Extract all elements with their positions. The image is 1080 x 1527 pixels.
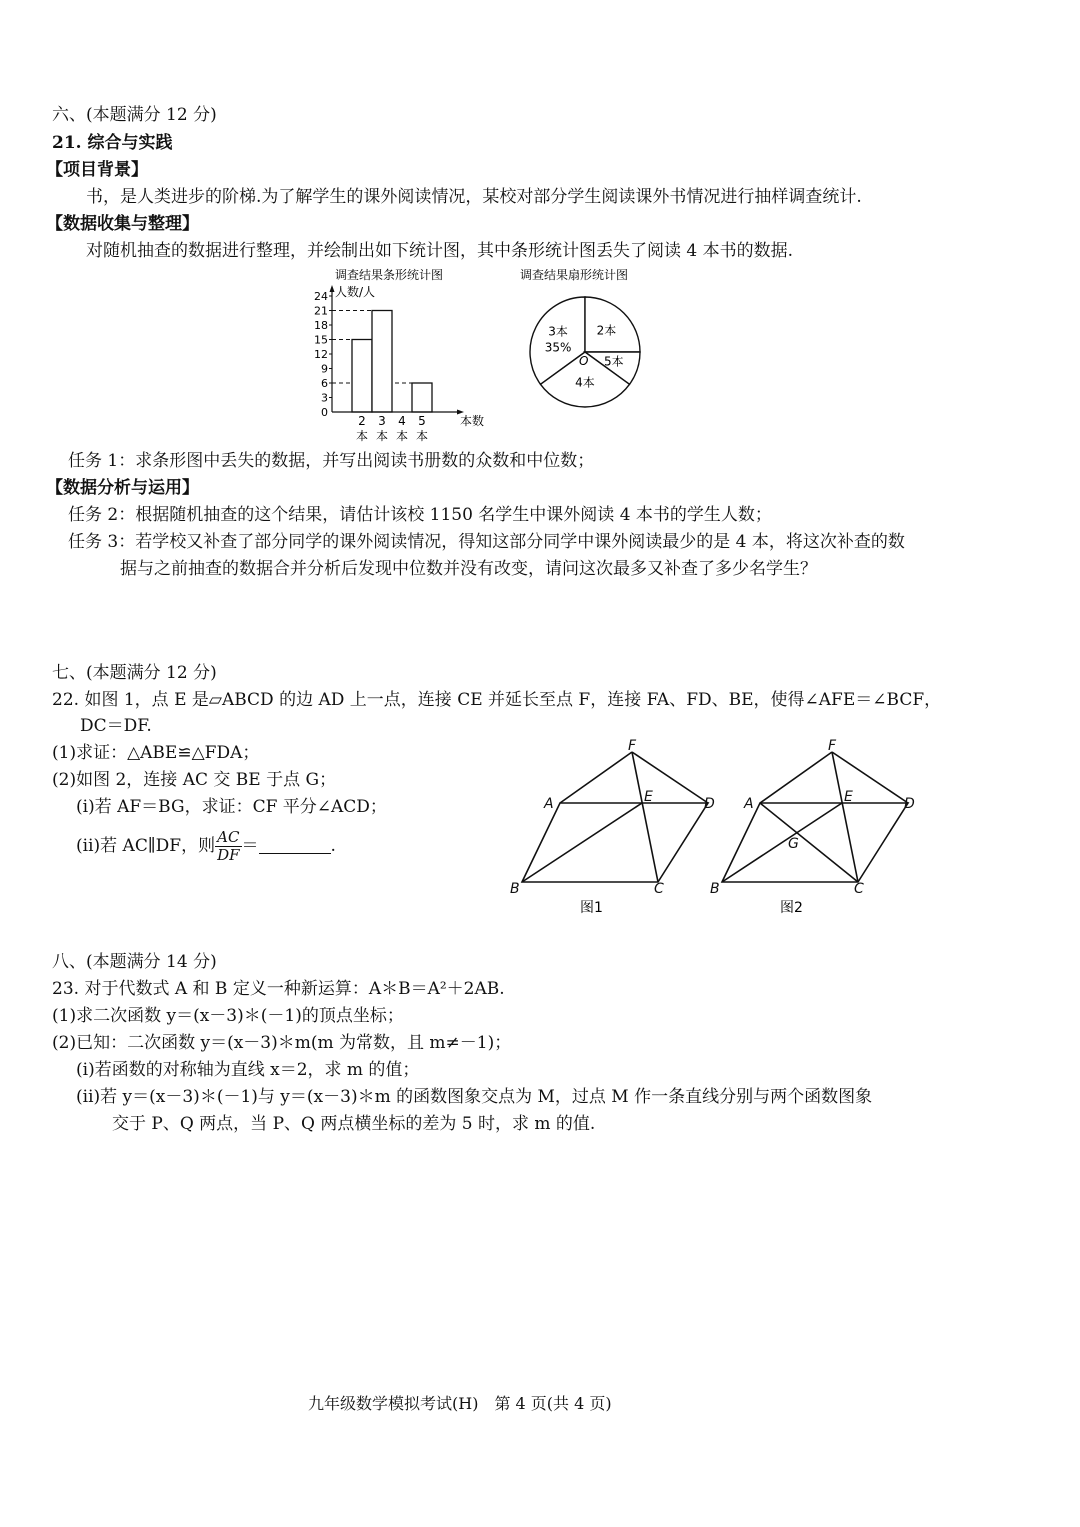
background-text: 书，是人类进步的阶梯.为了解学生的课外阅读情况，某校对部分学生阅读课外书情况进行抽样调查统计.	[86, 187, 862, 207]
page-footer: 九年级数学模拟考试(H) 第 4 页(共 4 页)	[308, 1394, 612, 1413]
bar-5本	[412, 383, 432, 412]
q22-part-1: (1)求证：△ABE≌△FDA；	[52, 743, 260, 763]
x-tick-unit: 本	[355, 429, 369, 443]
y-tick-label: 15	[314, 333, 328, 347]
y-tick-label: 21	[314, 304, 328, 318]
q22-part-2-ii-prefix: (ⅱ)若 AC∥DF，则	[76, 836, 216, 856]
figure-1-caption: 图1	[580, 900, 603, 916]
segment-fa	[760, 752, 832, 803]
segment-ac	[760, 803, 858, 882]
x-tick-unit: 本	[415, 429, 429, 443]
y-tick-label: 3	[321, 391, 328, 405]
answer-blank	[259, 839, 331, 854]
q22-part-2-ii-equals: ＝	[241, 836, 259, 856]
y-tick-label: 0	[321, 406, 328, 419]
question-23: 23. 对于代数式 A 和 B 定义一种新运算：A＊B＝A²＋2AB.	[52, 979, 505, 999]
question-21-title: 21. 综合与实践	[52, 133, 173, 153]
bar-2本	[352, 340, 372, 413]
segment-be	[722, 803, 842, 882]
figure-2	[700, 740, 925, 920]
background-heading: 【项目背景】	[46, 160, 148, 180]
analysis-heading: 【数据分析与运用】	[46, 478, 199, 498]
q23-part-2-i: (ⅰ)若函数的对称轴为直线 x＝2，求 m 的值；	[76, 1060, 420, 1080]
question-22-line-1: 22. 如图 1，点 E 是▱ABCD 的边 AD 上一点，连接 CE 并延长至点 F，连接 FA、FD、BE，使得∠AFE＝∠BCF，	[52, 690, 942, 710]
segment-fc	[832, 752, 858, 882]
bar-chart-xlabel: 本数	[460, 414, 485, 428]
y-tick-label: 24	[314, 290, 328, 303]
pie-label-2本: 2本	[596, 323, 617, 338]
y-tick-label: 9	[321, 362, 328, 376]
y-tick-label: 18	[314, 319, 328, 332]
pie-label-3本: 3本	[548, 324, 568, 339]
x-tick-number: 3	[378, 414, 386, 428]
task-2: 任务 2：根据随机抽查的这个结果，请估计该校 1150 名学生中课外阅读 4 本书的学生人数；	[68, 505, 772, 525]
label-g: G	[788, 836, 799, 852]
q23-part-1: (1)求二次函数 y＝(x－3)＊(－1)的顶点坐标；	[52, 1006, 404, 1026]
pie-chart-title: 调查结果扇形统计图	[520, 268, 629, 282]
q23-part-2-ii-line-1: (ⅱ)若 y＝(x－3)＊(－1)与 y＝(x－3)＊m 的函数图象交点为 M，过点 M 作一条直线分别与两个函数图象	[76, 1087, 873, 1107]
fraction-ac-over-df	[215, 829, 241, 864]
pie-label-4本: 4本	[575, 375, 595, 390]
label-d: D	[904, 796, 915, 812]
task-3-line-1: 任务 3：若学校又补查了部分同学的课外阅读情况，得知这部分同学中课外阅读最少的是 4 本，将这次补查的数	[68, 532, 905, 552]
x-tick-unit: 本	[395, 429, 409, 443]
collect-heading: 【数据收集与整理】	[46, 214, 199, 234]
segment-be	[522, 803, 642, 882]
x-tick-number: 5	[418, 414, 426, 428]
pie-percent-3本: 35%	[544, 340, 572, 355]
section-8-heading: 八、(本题满分 14 分)	[52, 952, 217, 972]
label-b: B	[710, 881, 720, 897]
task-3-line-2: 据与之前抽查的数据合并分析后发现中位数并没有改变，请问这次最多又补查了多少名学生？	[120, 559, 817, 579]
segment-fa	[560, 752, 632, 803]
fraction-denominator: DF	[217, 846, 240, 864]
section-7-heading: 七、(本题满分 12 分)	[52, 663, 217, 683]
task-1: 任务 1：求条形图中丢失的数据，并写出阅读书册数的众数和中位数；	[68, 451, 595, 471]
y-axis-arrow-icon	[330, 285, 335, 292]
q22-part-2-ii	[76, 826, 336, 866]
y-tick-label: 6	[321, 377, 328, 390]
pie-label-5本: 5本	[603, 354, 624, 369]
fraction-numerator: AC	[215, 829, 241, 847]
q22-part-2-ii-end: .	[330, 836, 336, 856]
label-c: C	[654, 881, 664, 897]
bar-3本	[372, 311, 392, 413]
q22-part-2-i: (ⅰ)若 AF＝BG，求证：CF 平分∠ACD；	[76, 797, 387, 817]
label-a: A	[744, 796, 754, 812]
pie-chart	[515, 265, 655, 415]
label-e: E	[644, 789, 653, 805]
label-f: F	[828, 738, 837, 754]
label-f: F	[628, 738, 637, 754]
segment-fc	[632, 752, 658, 882]
x-tick-number: 2	[358, 414, 366, 428]
y-tick-label: 12	[314, 348, 328, 361]
x-tick-unit: 本	[375, 429, 389, 443]
label-d: D	[704, 796, 715, 812]
q23-part-2: (2)已知：二次函数 y＝(x－3)＊m(m 为常数，且 m≠－1)；	[52, 1033, 512, 1053]
parallelogram-abcd	[722, 803, 908, 882]
bar-chart	[300, 265, 500, 450]
parallelogram-abcd	[522, 803, 708, 882]
question-22-line-2: DC＝DF.	[80, 716, 152, 736]
bar-chart-ylabel: 人数/人	[335, 285, 376, 299]
label-c: C	[854, 881, 864, 897]
label-b: B	[510, 881, 520, 897]
pie-center-label: O	[579, 354, 589, 368]
x-tick-number: 4	[398, 414, 406, 428]
q22-part-2: (2)如图 2，连接 AC 交 BE 于点 G；	[52, 770, 337, 790]
collect-text: 对随机抽查的数据进行整理，并绘制出如下统计图，其中条形统计图丢失了阅读 4 本书的数据.	[86, 241, 794, 261]
section-6-heading: 六、(本题满分 12 分)	[52, 105, 217, 125]
q23-part-2-ii-line-2: 交于 P、Q 两点，当 P、Q 两点横坐标的差为 5 时，求 m 的值.	[112, 1114, 596, 1134]
bar-chart-title: 调查结果条形统计图	[335, 268, 444, 282]
figure-2-caption: 图2	[780, 900, 803, 916]
label-e: E	[844, 789, 853, 805]
label-a: A	[544, 796, 554, 812]
figure-1	[500, 738, 715, 920]
